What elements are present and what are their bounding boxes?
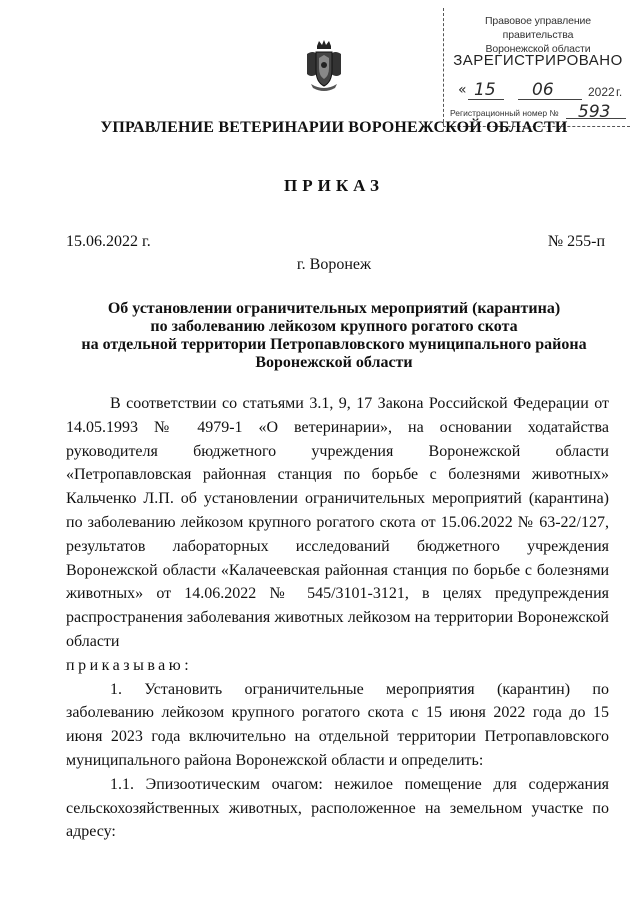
stamp-reg-value: 593 xyxy=(578,102,611,122)
stamp-month: 06 xyxy=(532,80,554,100)
stamp-year-suffix: г. xyxy=(616,85,623,99)
document-number: № 255-п xyxy=(547,233,605,250)
item-1-paragraph: 1. Установить ограничительные мероприятия (карантин) по заболеванию лейкозом крупного рогатого скота с 15 июня 2022 года до 15 июня 2023 года включительно на отдельной территории Петропавловского муниципального района Воронежской области и определить: xyxy=(66,680,609,769)
stamp-organization xyxy=(450,14,626,56)
document-city: г. Воронеж xyxy=(296,256,372,273)
document-date: 15.06.2022 г. xyxy=(66,233,151,250)
stamp-org-line: Правовое управление правительства xyxy=(484,15,592,41)
document-body xyxy=(66,392,609,844)
stamp-quote: « xyxy=(458,82,467,98)
preamble-paragraph: В соответствии со статьями 3.1, 9, 17 Закона Российской Федерации от 14.05.1993 № 4979-1 «О ветеринарии», на основании ходатайства руководителя бюджетного учреждения Воронежской области «Петропавловская районная станция по борьбе с болезнями животных» Кальченко Л.П. об установлении ограничительных мероприятий (карантина) по заболеванию лейкозом крупного рогатого скота от 15.06.2022 № 63-22/127, результатов лабораторных исследований бюджетного учреждения Воронежской области «Калачеевская районная станция по борьбе с болезнями животных» от 14.06.2022 № 545/3101-3121, в целях предупреждения распространения заболевания животных лейкозом на территории Воронежской области xyxy=(66,395,609,650)
stamp-year: 2022 xyxy=(588,85,615,99)
order-word: приказываю: xyxy=(66,656,193,674)
stamp-reg-label: Регистрационный номер № xyxy=(450,108,559,118)
subject-line: на отдельной территории Петропавловского муниципального района xyxy=(81,336,587,353)
document-subject xyxy=(40,300,628,372)
document-title: ПРИКАЗ xyxy=(284,176,384,195)
subject-line: Воронежской области xyxy=(255,354,413,371)
subject-line: Об установлении ограничительных мероприятий (карантина) xyxy=(107,300,561,317)
stamp-day: 15 xyxy=(474,80,496,100)
coat-of-arms-icon xyxy=(303,40,345,92)
stamp-registered-label: ЗАРЕГИСТРИРОВАНО xyxy=(453,52,623,69)
subject-line: по заболеванию лейкозом крупного рогатого скота xyxy=(150,318,518,335)
registration-stamp xyxy=(443,8,630,127)
stamp-org-line: Воронежской области xyxy=(485,43,591,55)
item-1-1-paragraph: 1.1. Эпизоотическим очагом: нежилое помещение для содержания сельскохозяйственных животных, расположенное на земельном участке по адресу: xyxy=(66,775,609,841)
organization-header: УПРАВЛЕНИЕ ВЕТЕРИНАРИИ ВОРОНЕЖСКОЙ ОБЛАСТИ xyxy=(100,119,568,136)
stamp-date xyxy=(458,80,628,102)
